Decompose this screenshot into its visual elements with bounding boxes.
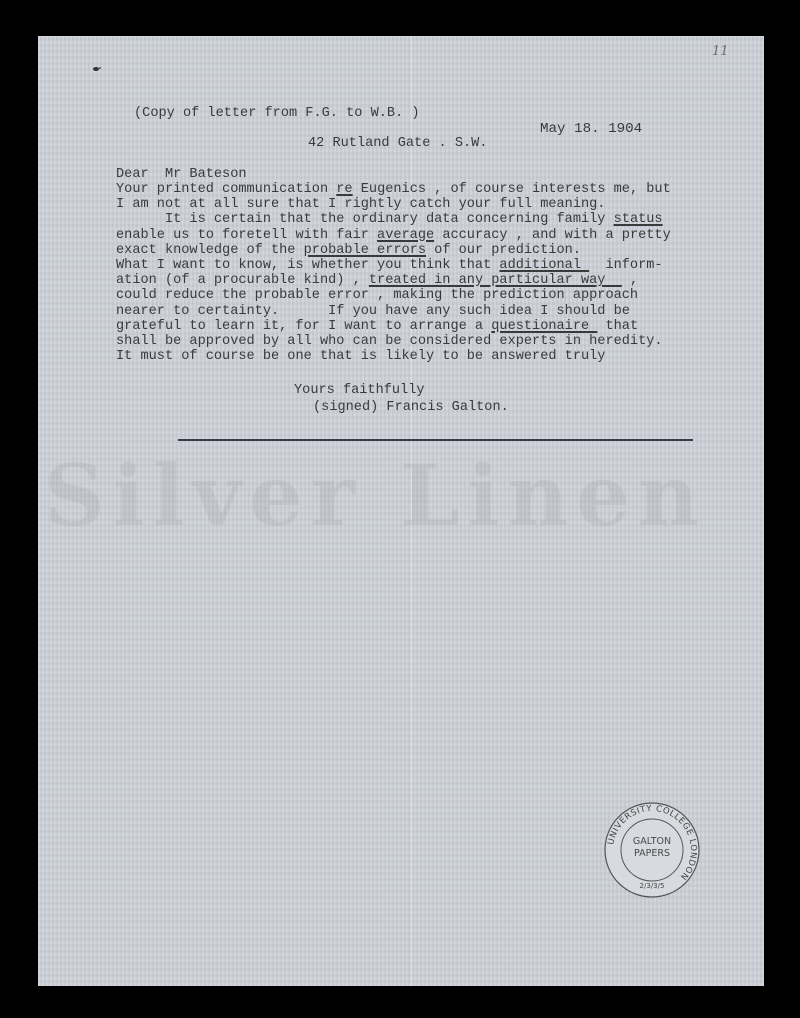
underlined-text: treated in any particular way (368, 273, 622, 289)
body-text: accuracy , and with a pretty (434, 227, 671, 243)
letter-signature: (signed) Francis Galton. (313, 400, 509, 415)
letter-body-line (116, 258, 663, 273)
letter-body-line (116, 288, 638, 303)
letter-body-line (116, 273, 638, 288)
body-text: It must of course be one that is likely to be answered truly (116, 349, 606, 365)
body-text: exact knowledge of the (116, 242, 304, 258)
stamp-line-2: PAPERS (634, 848, 670, 859)
letter-address: 42 Rutland Gate . S.W. (308, 136, 488, 151)
body-text: Eugenics , of course interests me, but (352, 182, 671, 197)
body-text: could reduce the probable error , making the prediction approach (116, 288, 639, 304)
letter-body-line (116, 212, 663, 227)
letter-body-line (116, 197, 605, 212)
body-text: of our prediction. (426, 242, 581, 258)
body-text: , (621, 273, 639, 289)
stamp-number: 2/3/3/5 (639, 882, 665, 890)
ink-spot (92, 66, 102, 72)
body-text: It is certain that the ordinary data concerning family (116, 212, 614, 228)
stamp-line-1: GALTON (632, 836, 672, 847)
underlined-text: additional (499, 258, 590, 273)
letter-body-line (116, 228, 671, 243)
body-text: that (597, 318, 639, 334)
stamp-label (602, 836, 702, 860)
letter-closing: Yours faithfully (294, 383, 425, 398)
body-text: What I want to know, is whether you think that (116, 258, 500, 273)
body-text: nearer to certainty. If you have any such idea I should be (116, 303, 630, 319)
letter-date: May 18. 1904 (540, 121, 643, 137)
underlined-text: probable errors (303, 242, 426, 258)
paper-watermark: Silver Linen (44, 446, 707, 545)
body-text: ation (of a procurable kind) , (116, 273, 369, 289)
body-text: I am not at all sure that I rightly catch your full meaning. (116, 197, 606, 213)
underlined-text: re (336, 182, 353, 197)
letter-body-line (116, 334, 663, 349)
letter-page (38, 36, 764, 986)
letter-body-line (116, 349, 605, 364)
folio-number: 11 (712, 44, 729, 59)
letter-body-line (116, 182, 671, 197)
horizontal-rule (178, 439, 693, 441)
letter-body-line (116, 304, 630, 319)
body-text: enable us to foretell with fair (116, 227, 378, 243)
letter-heading: (Copy of letter from F.G. to W.B. ) (134, 106, 420, 121)
letter-salutation: Dear Mr Bateson (116, 167, 247, 182)
body-text: shall be approved by all who can be considered experts in heredity. (116, 334, 663, 349)
letter-body-line (116, 319, 638, 334)
underlined-text: status (613, 212, 663, 228)
underlined-text: average (377, 227, 435, 243)
body-text: grateful to learn it, for I want to arrange a (116, 318, 492, 334)
body-text: inform- (589, 258, 663, 273)
letter-body-line (116, 243, 581, 258)
underlined-text: questionaire (491, 318, 598, 334)
stamp-ring-text: UNIVERSITY COLLEGE LONDON (606, 803, 699, 882)
body-text: Your printed communication (116, 182, 337, 197)
